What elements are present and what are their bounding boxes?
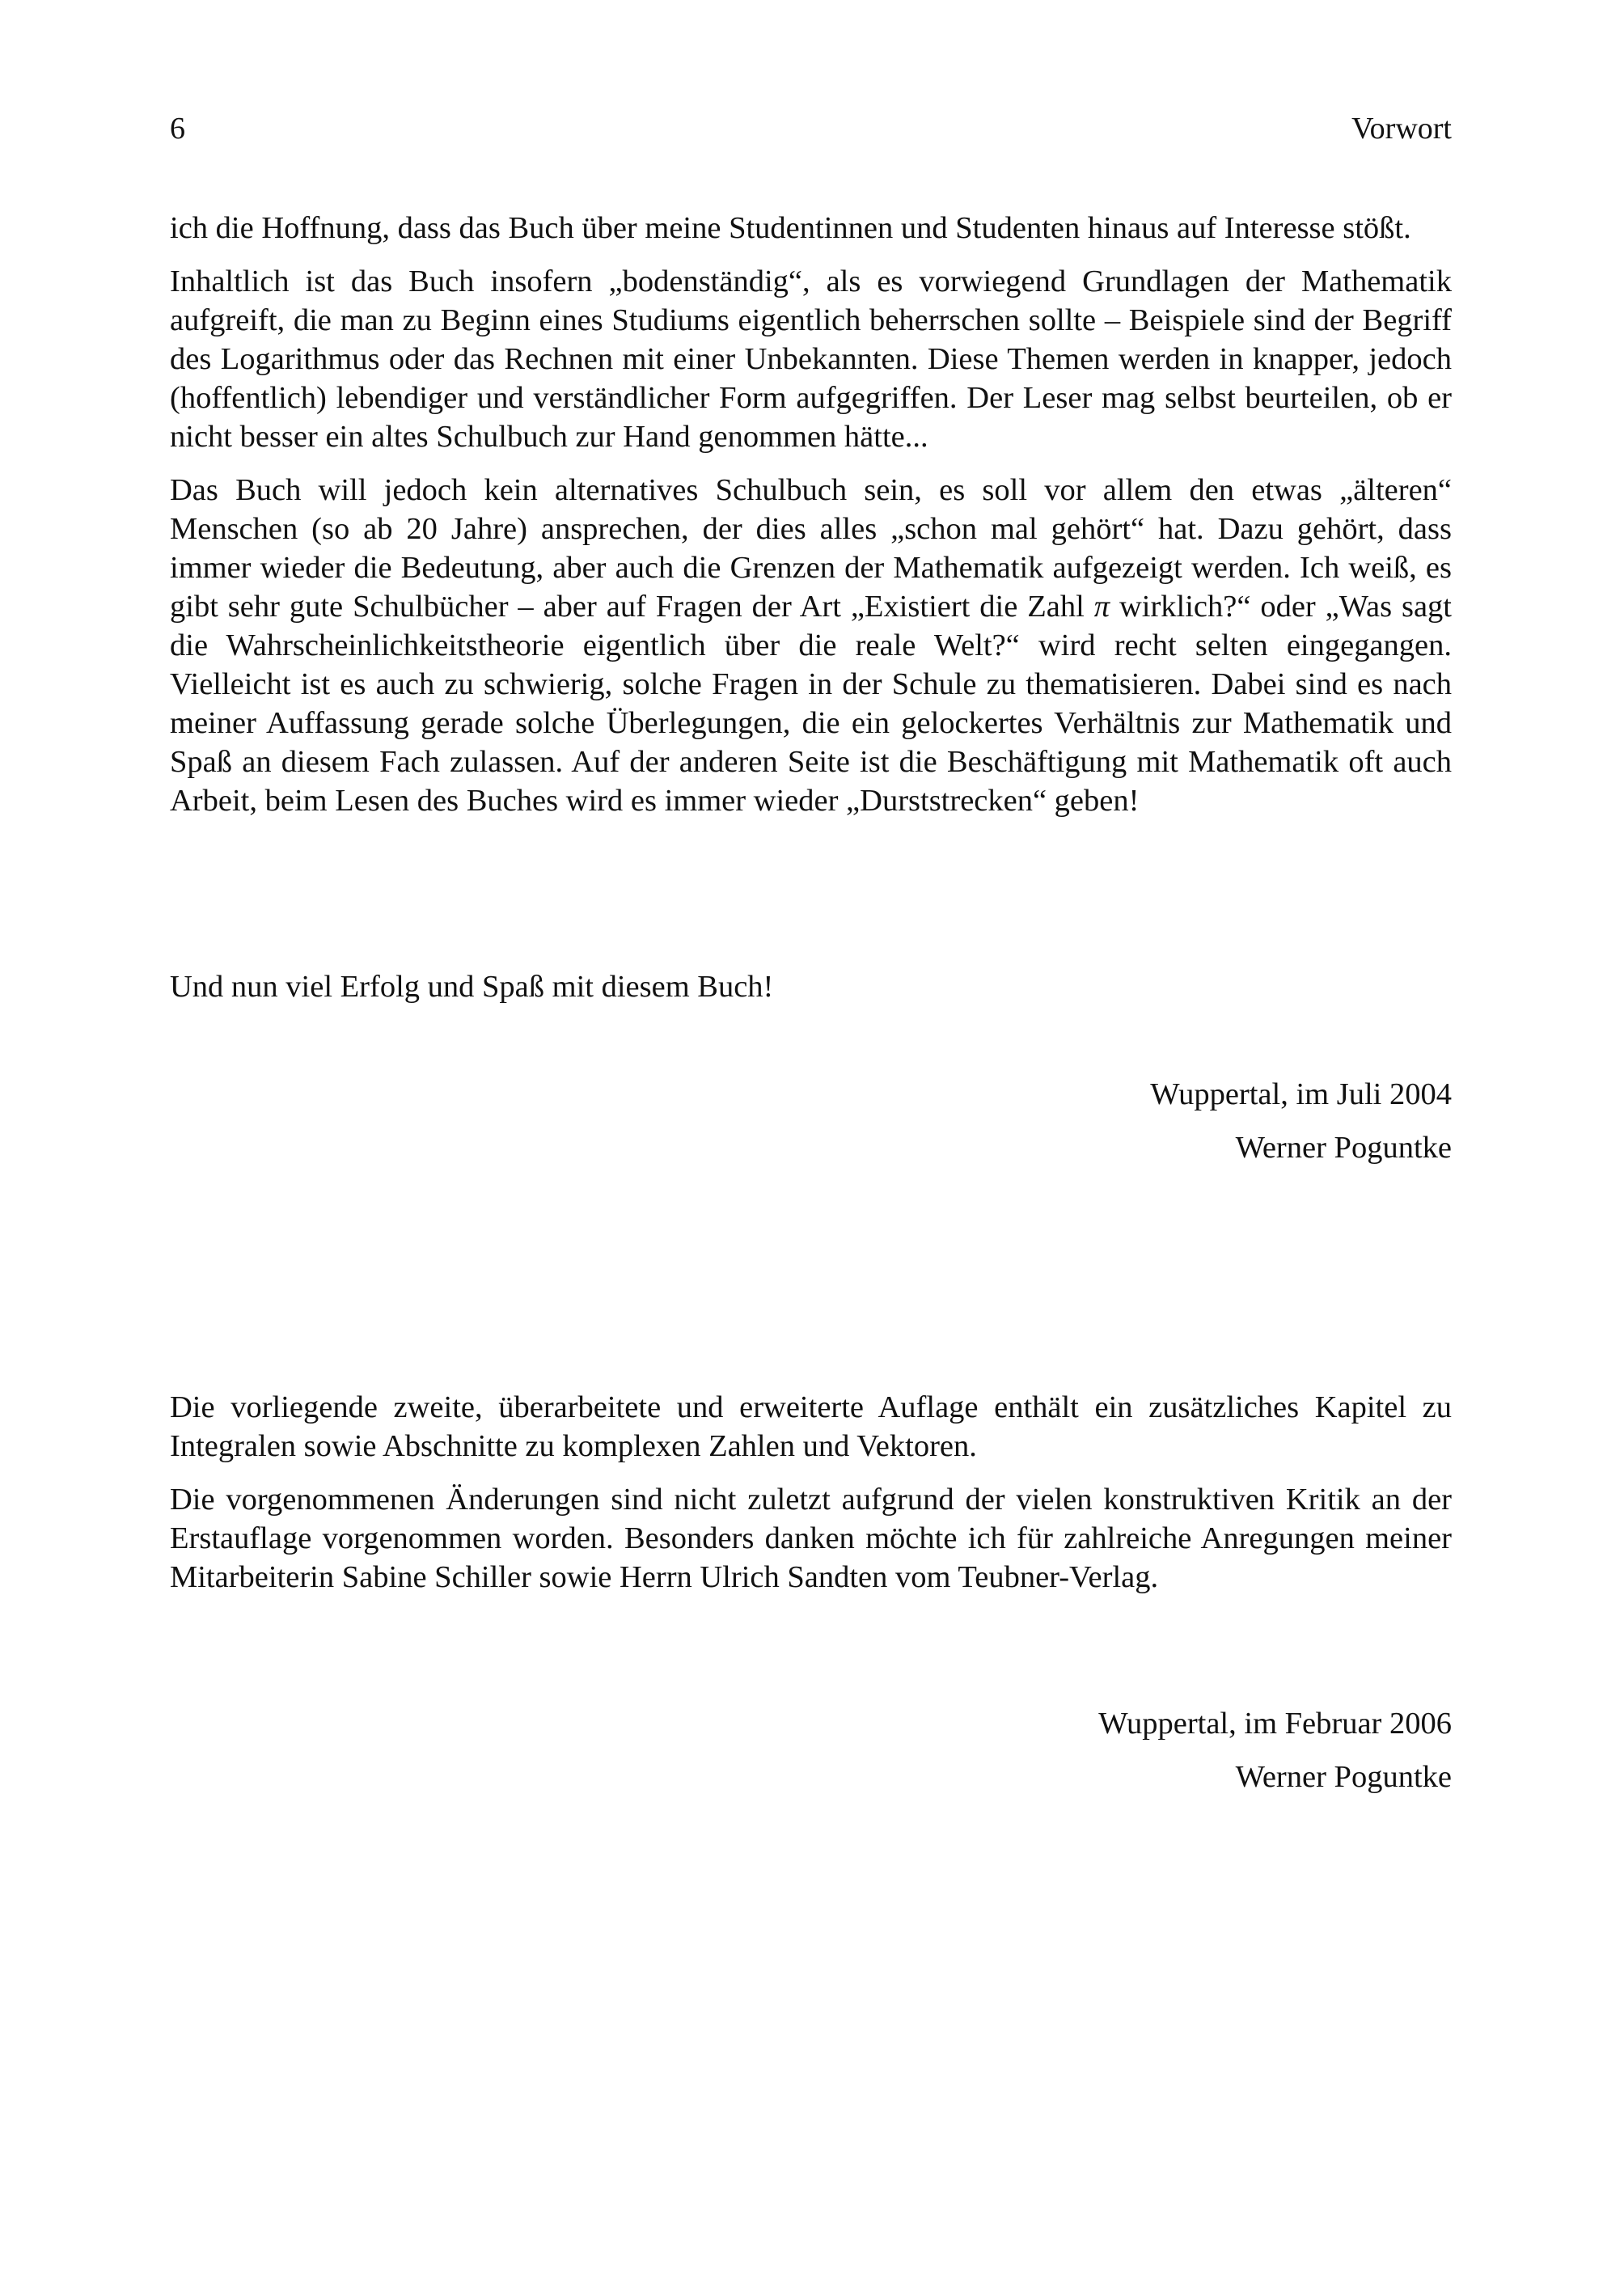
paragraph-new-content: Die vorliegende zweite, überarbeitete und erweiterte Auflage enthält ein zusätzliches Kapitel zu Integralen sowie Abschnitte zu komplexen Zahlen und Vektoren. [170,1390,1452,1463]
signature-place-date: Wuppertal, im Februar 2006 [1098,1707,1452,1741]
paragraph-purpose-part-2: wirklich?“ oder „Was sagt die Wahrscheinlichkeitstheorie eigentlich über die reale Welt?“ wird recht selten eingegangen. Vielleicht ist es auch zu schwierig, solche Fragen in der Schule zu thematisieren. Dabei sind es nach meiner Auffassung gerade solche Überlegungen, die ein gelockertes Verhältnis zur Mathematik und Spaß an diesem Fach zulassen. Auf der anderen Seite ist die Beschäftigung mit Mathematik oft auch Arbeit, beim Lesen des Buches wird es immer wieder „Durststrecken“ geben! [170,590,1453,818]
closing-wish [170,967,1452,1006]
preface-second-edition [170,1388,1452,1597]
page-number: 6 [170,112,185,146]
paragraph-purpose [170,471,1452,820]
paragraph-acknowledgements: Die vorgenommenen Änderungen sind nicht zuletzt aufgrund der vielen konstruktiven Kritik an der Erstauflage vorgenommen worden. Besonders danken möchte ich für zahlreiche Anregungen meiner Mitarbeiterin Sabine Schiller sowie Herrn Ulrich Sandten vom Teubner-Verlag. [170,1483,1452,1594]
paragraph-purpose-part-1: Das Buch will jedoch kein alternatives Schulbuch sein, es soll vor allem den etwas „älteren“ Menschen (so ab 20 Jahre) ansprechen, der dies alles „schon mal gehört“ hat. Dazu gehört, dass immer wieder die Bedeutung, aber auch die Grenzen der Mathematik aufgezeigt werden. Ich weiß, es gibt sehr gute Schulbücher – aber auf Fragen der Art „Existiert die Zahl [170,473,1452,624]
section-title: Vorwort [1351,112,1452,146]
closing-line: Und nun viel Erfolg und Spaß mit diesem Buch! [170,970,774,1004]
signature-first-edition [1150,1068,1452,1174]
preface-first-edition [170,209,1452,820]
signature-place-date: Wuppertal, im Juli 2004 [1150,1077,1452,1111]
signature-author: Werner Poguntke [1235,1760,1452,1794]
signature-second-edition [1098,1697,1452,1804]
pi-symbol: π [1093,590,1110,624]
signature-author: Werner Poguntke [1235,1131,1452,1165]
paragraph-continuation: ich die Hoffnung, dass das Buch über meine Studentinnen und Studenten hinaus auf Interesse stößt. [170,211,1411,245]
paragraph-content: Inhaltlich ist das Buch insofern „bodenständig“, als es vorwiegend Grundlagen der Mathematik aufgreift, die man zu Beginn eines Studiums eigentlich beherrschen sollte – Beispiele sind der Begriff des Logarithmus oder das Rechnen mit einer Unbekannten. Diese Themen werden in knapper, jedoch (hoffentlich) lebendiger und verständlicher Form aufgegriffen. Der Leser mag selbst beurteilen, ob er nicht besser ein altes Schulbuch zur Hand genommen hätte... [170,264,1452,454]
